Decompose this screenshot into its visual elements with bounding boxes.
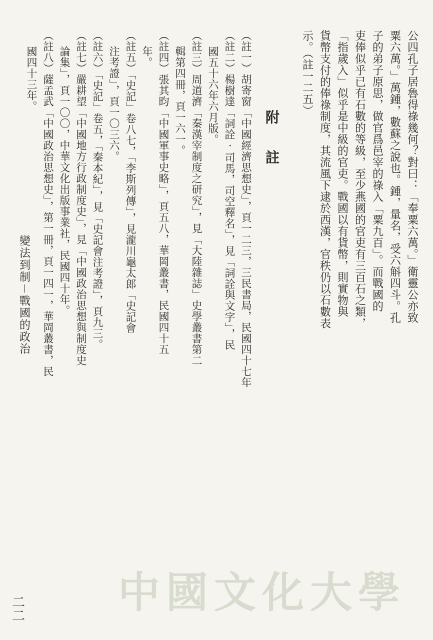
running-title: 變法到制－戰國的政治: [18, 235, 31, 355]
note-line: （註二）楊樹達「詞詮 · 司馬，司空釋名」，見「詞詮與文字」，民: [223, 30, 236, 351]
body-line: 子的弟子原思，做官爲邑宰的祿入「粟九百」。而戰國的: [371, 30, 384, 312]
note-line: （註五）「史記」卷八七，「李斯列傳」，見瀧川龜太郎「史記會: [124, 30, 137, 334]
watermark: 中國文化大學: [118, 568, 407, 617]
note-line: 年。: [141, 46, 153, 68]
note-line: 國五十六年六月版。: [207, 46, 219, 145]
note-line: （註一）胡寄窗「中國經濟思想史」，頁一二三，三民書局，民國四十七年: [240, 30, 252, 388]
note-line: 國四十三年。: [25, 46, 38, 112]
note-line: 注考證」，頁一〇三六。: [108, 46, 120, 162]
body-line: 「指歲入」似乎是中級的官吏。戰國以有貨幣，則實物與: [336, 30, 349, 318]
note-line: （註八）薩孟武「中國政治思想史」，第一冊，頁一四一，華岡叢書，民: [42, 30, 54, 377]
page-number: 二二: [9, 595, 24, 622]
section-title: 附 註: [263, 110, 280, 170]
body-line: 公四孔子居魯得祿幾何？對曰：「奉粟六萬。」衛靈公亦致: [406, 30, 419, 324]
note-line: （註三）周道濟「秦漢宰制度之研究」，見「大陸雜誌」史學叢書第二: [190, 30, 203, 366]
body-line: 吏俸似乎已有石數的等級，至少燕國的官吏有三百石之類，: [353, 30, 367, 329]
note-line: （註六）「史記」卷五，「秦本紀」，見「史記會注考證」，頁九三。: [91, 30, 104, 350]
body-line: 示。（註一二五）: [301, 30, 314, 117]
note-line: 輯第四冊，頁一六一。: [174, 46, 186, 156]
note-line: （註七）嚴耕望「中國地方行政制度史」，見「中國政治思想與制度史: [75, 30, 87, 366]
note-line: （註四）張其昀「中國軍事史略」，頁五八，華岡叢書，民國四十五: [157, 30, 170, 355]
body-line: 貨幣支付的俸祿制度，其流風下逮於西漢，官秩仍以石數表: [318, 30, 332, 329]
body-line: 粟六萬。」萬鍾，數蘇之說也。鍾，量名，受六斛四斗。孔: [388, 30, 402, 324]
note-line: 論集」，頁一〇〇，中華文化出版事業社，民國四十年。: [58, 46, 71, 316]
